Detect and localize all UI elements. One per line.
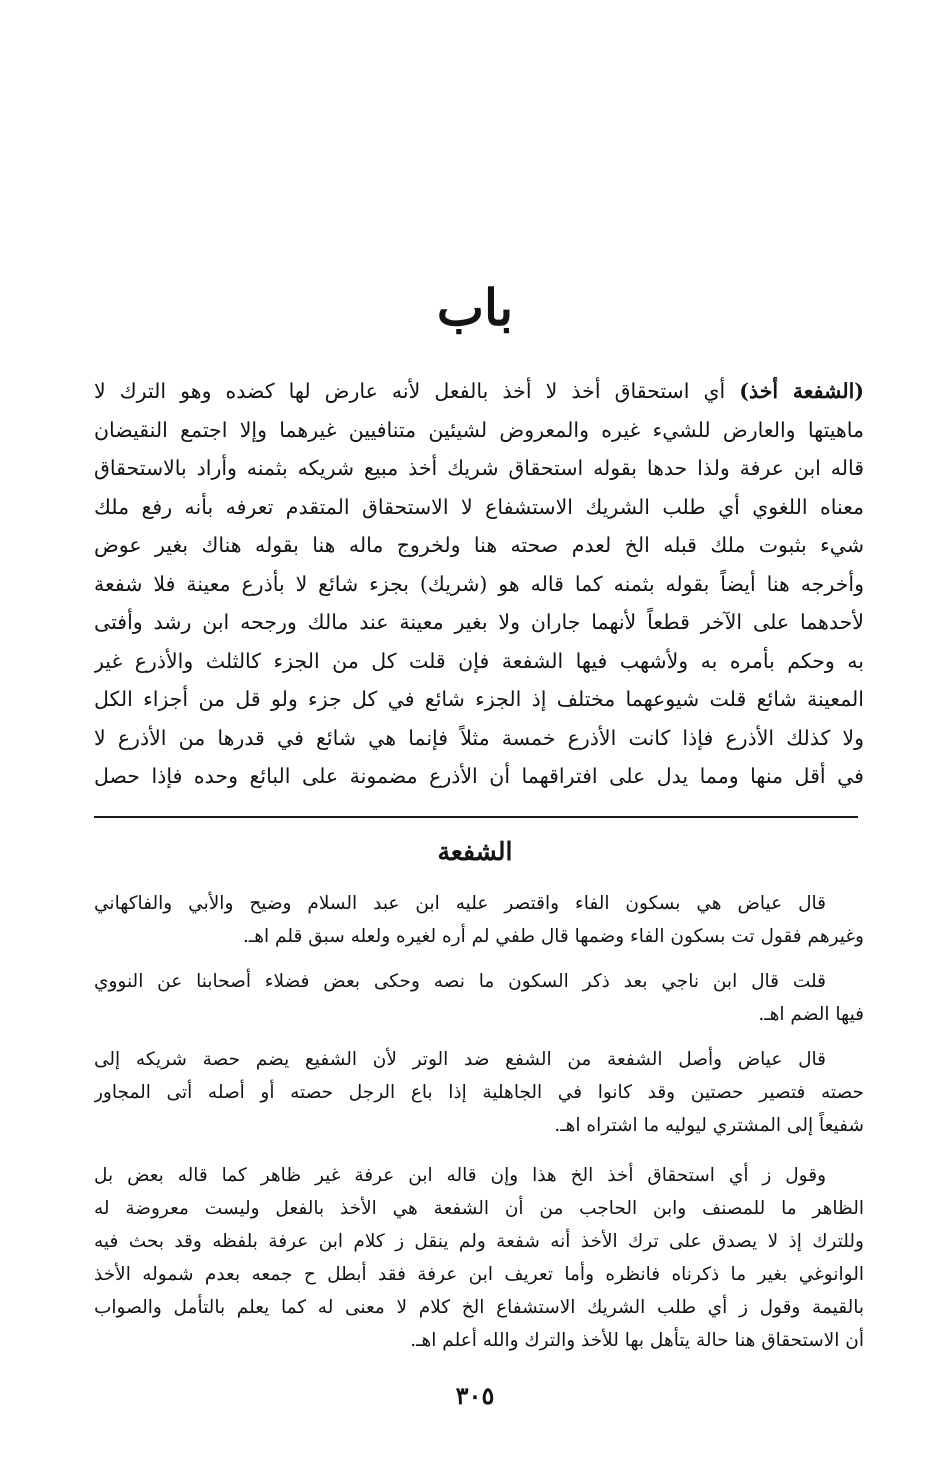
page-number: ٣٠٥ xyxy=(455,1381,495,1410)
main-line: وأخرجه هنا أيضاً بقوله بثمنه كما قاله هو (شريك) بجزء شائع لا بأذرع معينة فلا شفعة xyxy=(94,571,864,596)
footnote-divider xyxy=(94,816,858,818)
note-line: الوانوغي بغير ما ذكرناه فانظره وأما تعريف ابن عرفة فقد أبطل ح جمعه بعدم شموله الأخذ xyxy=(94,1264,864,1285)
note-paragraph xyxy=(94,887,864,953)
main-line: به وحكم بأمره به ولأشهب فيها الشفعة فإن قلت كل من الجزء كالثلث والأذرع غير xyxy=(94,648,864,673)
main-line: قاله ابن عرفة ولذا حدها بقوله استحقاق شريك أخذ مبيع شريكه بثمنه وأراد بالاستحقاق xyxy=(94,456,864,480)
main-line: المعينة شائع قلت شيوعهما مختلف إذ الجزء شائع في كل جزء ولو قل من أجزاء الكل xyxy=(94,687,864,711)
note-line: حصته فتصير حصتين وقد كانوا في الجاهلية إذا باع الرجل حصته أو أصله أتى المجاور xyxy=(94,1082,864,1103)
note-line: وقول ز أي استحقاق أخذ الخ هذا وإن قاله ابن عرفة غير ظاهر كما قاله بعض بل xyxy=(94,1165,826,1186)
note-paragraph xyxy=(94,1159,864,1357)
note-line: الظاهر ما للمصنف وابن الحاجب من أن الشفعة هي الأخذ بالفعل وليست معروضة له xyxy=(94,1198,864,1219)
note-line: بالقيمة وقول ز أي طلب الشريك الاستشفاع الخ كلام لا معنى له كما يعلم بالتأمل والصواب xyxy=(94,1297,864,1318)
note-line: فيها الضم اهـ. xyxy=(758,1004,864,1025)
main-line: (الشفعة أخذ) أي استحقاق أخذ لا أخذ بالفعل لأنه عارض لها كضده وهو الترك لا xyxy=(94,379,864,403)
note-line: قال عياض وأصل الشفعة من الشفع ضد الوتر لأن الشفيع يضم حصة شريكه إلى xyxy=(94,1049,826,1070)
bold-term: (الشفعة أخذ) xyxy=(739,379,864,403)
chapter-heading: باب xyxy=(436,278,514,337)
note-line: وغيرهم فقول تت بسكون الفاء وضمها قال طفي لم أره لغيره ولعله سبق قلم اهـ. xyxy=(242,926,864,947)
note-paragraph xyxy=(94,1043,864,1142)
main-text xyxy=(94,372,864,796)
note-paragraph xyxy=(94,965,864,1031)
main-line: في أقل منها ومما يدل على افتراقهما أن الأذرع مضمونة على البائع وحده فإذا حصل xyxy=(94,764,864,788)
note-line: قلت قال ابن ناجي بعد ذكر السكون ما نصه وحكى بعض فضلاء أصحابنا عن النووي xyxy=(94,971,826,992)
main-line: شيء بثبوت ملك قبله الخ لعدم صحته هنا ولخروج ماله هنا بقوله هناك بغير عوض xyxy=(94,533,864,557)
notes-heading: الشفعة xyxy=(437,837,513,866)
main-line: لأحدهما على الآخر قطعاً لأنهما جاران ولا بغير معينة عند مالك ورجحه ابن رشد وأفتى xyxy=(94,610,864,634)
main-line: ولا كذلك الأذرع فإذا كانت الأذرع خمسة مثلاً فإنما هي شائع في قدرها من الأذرع لا xyxy=(94,725,864,750)
main-line: معناه اللغوي أي طلب الشريك الاستشفاع لا الاستحقاق المتقدم تعرفه بأنه رفع ملك xyxy=(94,494,864,519)
note-line: شفيعاً إلى المشتري ليوليه ما اشتراه اهـ. xyxy=(554,1115,864,1136)
note-line: أن الاستحقاق هنا حالة يتأهل بها للأخذ والترك والله أعلم اهـ. xyxy=(410,1330,864,1351)
note-line: وللترك إذ لا يصدق على ترك الأخذ أنه شفعة ولم ينقل ز كلام ابن عرفة بلفظه وقد بحث فيه xyxy=(94,1231,864,1252)
main-line: ماهيتها والعارض للشيء غيره والمعروض لشيئين متنافيين غيرهما وإلا اجتمع النقيضان xyxy=(94,417,864,442)
note-line: قال عياض هي بسكون الفاء واقتصر عليه ابن عبد السلام وضيح والأبي والفاكهاني xyxy=(94,893,826,914)
